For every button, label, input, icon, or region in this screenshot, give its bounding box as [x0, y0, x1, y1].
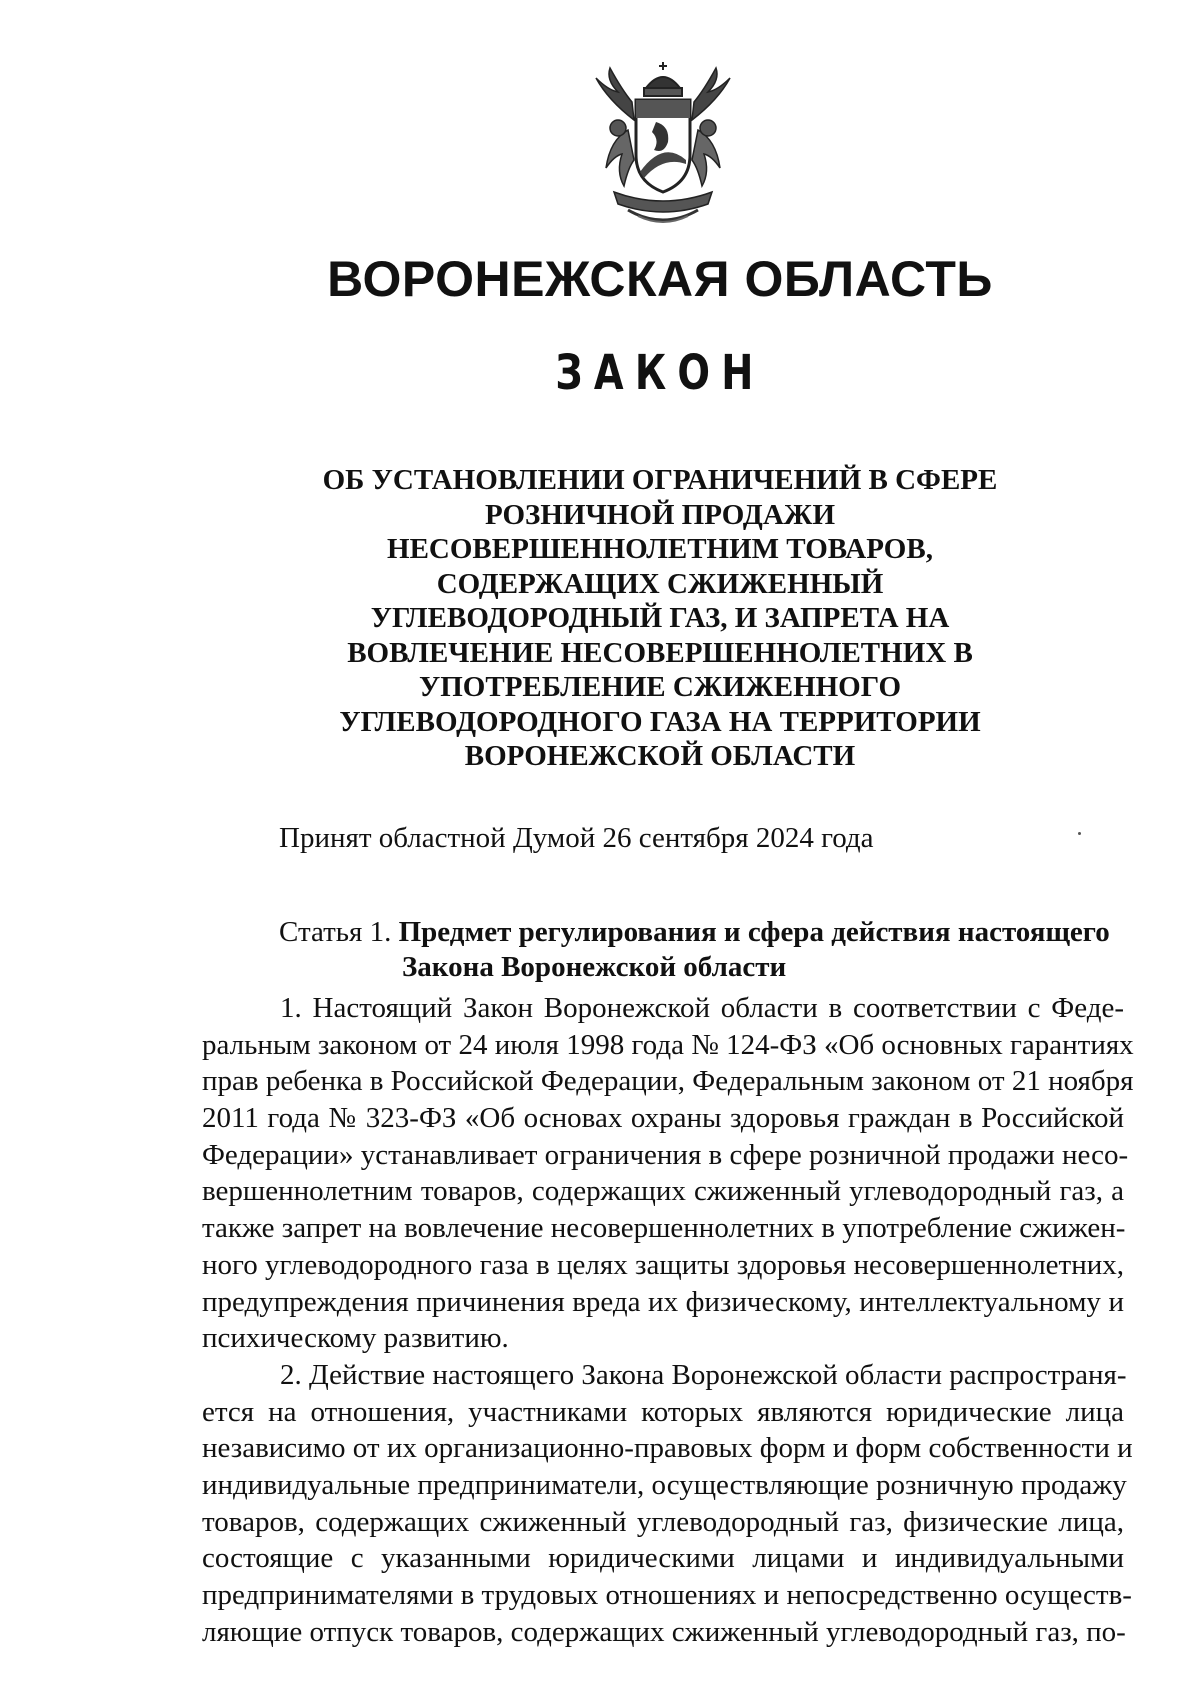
paragraph-1-line: 1. Настоящий Закон Воронежской области в соответствии с Феде- [280, 992, 1124, 1024]
paragraph-1-line: ного углеводородного газа в целях защиты здоровья несовершеннолетних, [202, 1248, 1124, 1281]
law-title-line: СОДЕРЖАЩИХ СЖИЖЕННЫЙ [436, 567, 884, 600]
paragraph-2-line: товаров, содержащих сжиженный углеводородный газ, физические лица, [202, 1505, 1124, 1538]
adoption-date: Принят областной Думой 26 сентября 2024 года [279, 822, 874, 854]
paragraph-2-line: ляющие отпуск товаров, содержащих сжиженный углеводородный газ, по- [202, 1615, 1126, 1648]
paragraph-2-line: индивидуальные предприниматели, осуществляющие розничную продажу [202, 1468, 1127, 1501]
article-title: Предмет регулирования и сфера действия настоящего [398, 916, 1110, 948]
law-title-line: ОБ УСТАНОВЛЕНИИ ОГРАНИЧЕНИЙ В СФЕРЕ [322, 464, 998, 496]
article-body [202, 990, 1134, 1650]
paragraph-1-line: психическому развитию. [202, 1322, 509, 1355]
paragraph-1-line: прав ребенка в Российской Федерации, Федеральным законом от 21 ноября [202, 1065, 1134, 1098]
paragraph-2-line: 2. Действие настоящего Закона Воронежской области распространя- [280, 1358, 1127, 1391]
law-title-line: ВОРОНЕЖСКОЙ ОБЛАСТИ [464, 740, 856, 772]
scan-speck [1078, 832, 1081, 835]
article-label: Статья 1. [279, 916, 392, 948]
law-title-line: ВОВЛЕЧЕНИЕ НЕСОВЕРШЕННОЛЕТНИХ В [347, 636, 973, 669]
law-title-line: УПОТРЕБЛЕНИЕ СЖИЖЕННОГО [418, 671, 902, 703]
paragraph-1-line: вершеннолетним товаров, содержащих сжиженный углеводородный газ, а [202, 1175, 1124, 1208]
article-heading [279, 915, 1110, 985]
paragraph-1-line: 2011 года № 323-ФЗ «Об основах охраны здоровья граждан в Российской [202, 1102, 1124, 1135]
law-title-line: НЕСОВЕРШЕННОЛЕТНИМ ТОВАРОВ, [387, 533, 933, 565]
paragraph-2-line: независимо от их организационно-правовых форм и форм собственности и [202, 1432, 1133, 1465]
law-title-line: РОЗНИЧНОЙ ПРОДАЖИ [484, 498, 836, 531]
paragraph-2-line: ется на отношения, участниками которых являются юридические лица [202, 1395, 1124, 1428]
voronezh-coat-of-arms-icon [588, 60, 738, 230]
paragraph-2-line: состоящие с указанными юридическими лицами и индивидуальными [202, 1542, 1124, 1575]
paragraph-2-line: предпринимателями в трудовых отношениях и непосредственно осуществ- [202, 1579, 1132, 1611]
paragraph-1-line: ральным законом от 24 июля 1998 года № 124-ФЗ «Об основных гарантиях [202, 1028, 1134, 1061]
paragraph-1-line: Федерации» устанавливает ограничения в сфере розничной продажи несо- [202, 1138, 1129, 1171]
law-title-line: УГЛЕВОДОРОДНЫЙ ГАЗ, И ЗАПРЕТА НА [370, 602, 950, 634]
paragraph-1-line: предупреждения причинения вреда их физическому, интеллектуальному и [202, 1285, 1124, 1318]
article-title-continued: Закона Воронежской области [402, 951, 787, 983]
region-name: ВОРОНЕЖСКАЯ ОБЛАСТЬ [327, 251, 993, 307]
document-type: ЗАКОН [555, 345, 765, 401]
law-title-line: УГЛЕВОДОРОДНОГО ГАЗА НА ТЕРРИТОРИИ [339, 705, 981, 738]
paragraph-1-line: также запрет на вовлечение несовершеннолетних в употребление сжижен- [202, 1212, 1126, 1245]
law-title [300, 463, 1020, 774]
